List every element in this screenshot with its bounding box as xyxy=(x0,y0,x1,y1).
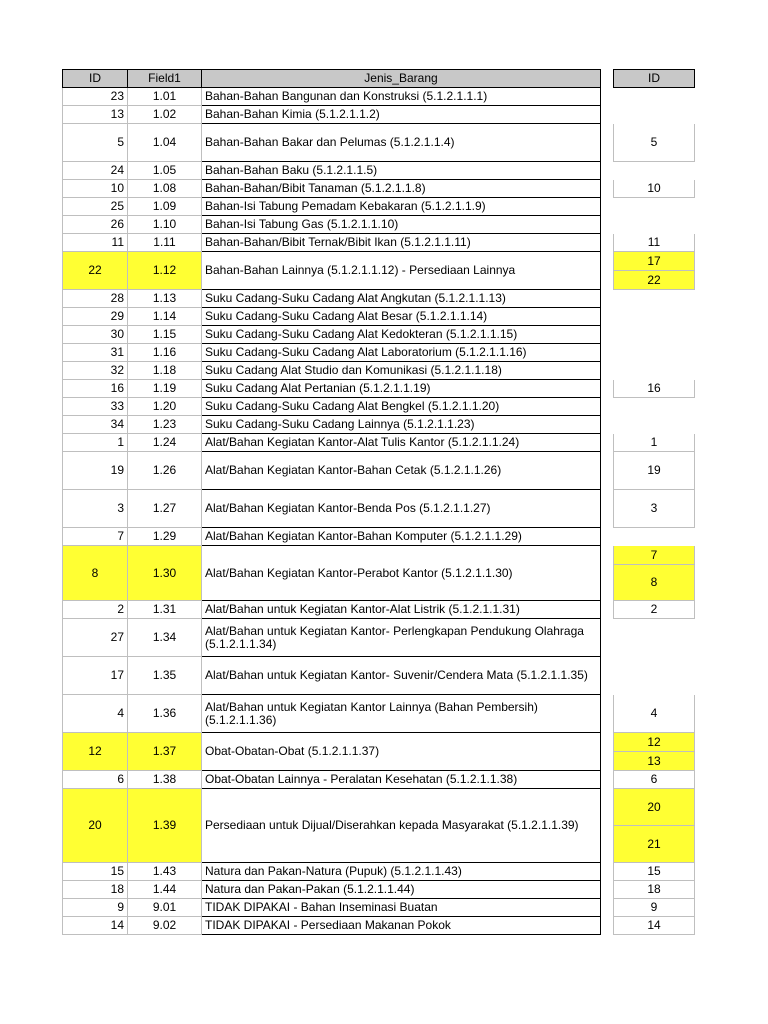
cell-field1[interactable]: 1.39 xyxy=(128,789,202,863)
cell-jenis-barang[interactable]: Bahan-Bahan/Bibit Tanaman (5.1.2.1.1.8) xyxy=(202,180,601,198)
side-row xyxy=(614,695,695,733)
cell-id[interactable]: 26 xyxy=(63,216,128,234)
cell-jenis-barang[interactable]: Alat/Bahan Kegiatan Kantor-Alat Tulis Kantor (5.1.2.1.1.24) xyxy=(202,434,601,452)
side-id-cell[interactable]: 22 xyxy=(614,271,695,290)
cell-field1[interactable]: 1.04 xyxy=(128,124,202,162)
matched-id-column xyxy=(613,69,695,935)
side-row-highlighted xyxy=(614,546,695,565)
table-row-highlighted xyxy=(63,733,601,771)
side-blank-row xyxy=(614,162,695,180)
cell-jenis-barang[interactable]: Suku Cadang-Suku Cadang Lainnya (5.1.2.1.1.23) xyxy=(202,416,601,434)
cell-jenis-barang[interactable]: Natura dan Pakan-Natura (Pupuk) (5.1.2.1.1.43) xyxy=(202,863,601,881)
table-row xyxy=(63,162,601,180)
side-row xyxy=(614,234,695,252)
side-blank-cell xyxy=(614,344,695,362)
table-row xyxy=(63,398,601,416)
side-row-highlighted xyxy=(614,271,695,290)
side-blank-cell xyxy=(614,290,695,308)
cell-field1[interactable]: 1.30 xyxy=(128,546,202,601)
cell-jenis-barang[interactable]: Bahan-Bahan Kimia (5.1.2.1.1.2) xyxy=(202,106,601,124)
side-row xyxy=(614,881,695,899)
cell-id[interactable]: 9 xyxy=(63,899,128,917)
side-blank-row xyxy=(614,88,695,106)
table-row xyxy=(63,771,601,789)
side-id-cell[interactable]: 21 xyxy=(614,826,695,863)
table-row xyxy=(63,362,601,380)
table-row xyxy=(63,899,601,917)
cell-jenis-barang[interactable]: Persediaan untuk Dijual/Diserahkan kepada Masyarakat (5.1.2.1.1.39) xyxy=(202,789,601,863)
cell-field1[interactable]: 1.29 xyxy=(128,528,202,546)
side-row xyxy=(614,899,695,917)
cell-id[interactable]: 24 xyxy=(63,162,128,180)
cell-id[interactable]: 20 xyxy=(63,789,128,863)
cell-id[interactable]: 8 xyxy=(63,546,128,601)
cell-field1[interactable]: 1.23 xyxy=(128,416,202,434)
side-blank-row xyxy=(614,657,695,695)
side-blank-cell xyxy=(614,326,695,344)
cell-jenis-barang[interactable]: Bahan-Bahan Lainnya (5.1.2.1.1.12) - Persediaan Lainnya xyxy=(202,252,601,290)
cell-jenis-barang[interactable]: Obat-Obatan-Obat (5.1.2.1.1.37) xyxy=(202,733,601,771)
side-id-cell[interactable]: 18 xyxy=(614,881,695,899)
table-header-row xyxy=(63,70,601,88)
side-id-cell[interactable]: 3 xyxy=(614,490,695,528)
header-field1[interactable]: Field1 xyxy=(128,70,202,88)
table-row xyxy=(63,290,601,308)
cell-jenis-barang[interactable]: TIDAK DIPAKAI - Persediaan Makanan Pokok xyxy=(202,917,601,935)
side-blank-row xyxy=(614,326,695,344)
cell-id[interactable]: 12 xyxy=(63,733,128,771)
table-row xyxy=(63,452,601,490)
table-row xyxy=(63,490,601,528)
side-id-cell[interactable]: 7 xyxy=(614,546,695,565)
cell-id[interactable]: 2 xyxy=(63,601,128,619)
table-row-highlighted xyxy=(63,789,601,863)
cell-field1[interactable]: 1.26 xyxy=(128,452,202,490)
cell-field1[interactable]: 1.37 xyxy=(128,733,202,771)
side-id-cell[interactable]: 20 xyxy=(614,789,695,826)
side-blank-cell xyxy=(614,398,695,416)
side-blank-row xyxy=(614,398,695,416)
side-blank-cell xyxy=(614,416,695,434)
cell-field1[interactable]: 1.11 xyxy=(128,234,202,252)
side-blank-cell xyxy=(614,162,695,180)
side-id-cell[interactable]: 13 xyxy=(614,752,695,771)
side-blank-row xyxy=(614,619,695,657)
cell-field1[interactable]: 1.27 xyxy=(128,490,202,528)
side-id-cell[interactable]: 16 xyxy=(614,380,695,398)
side-blank-cell xyxy=(614,657,695,695)
cell-jenis-barang[interactable]: Alat/Bahan untuk Kegiatan Kantor- Suvenir/Cendera Mata (5.1.2.1.1.35) xyxy=(202,657,601,695)
side-row-highlighted xyxy=(614,826,695,863)
table-row xyxy=(63,881,601,899)
table-row xyxy=(63,863,601,881)
side-id-cell[interactable]: 9 xyxy=(614,899,695,917)
side-id-cell[interactable]: 17 xyxy=(614,252,695,271)
cell-id[interactable]: 22 xyxy=(63,252,128,290)
cell-jenis-barang[interactable]: Suku Cadang Alat Studio dan Komunikasi (5.1.2.1.1.18) xyxy=(202,362,601,380)
side-row xyxy=(614,124,695,162)
inventory-table xyxy=(62,69,601,935)
cell-jenis-barang[interactable]: Alat/Bahan untuk Kegiatan Kantor-Alat Listrik (5.1.2.1.1.31) xyxy=(202,601,601,619)
cell-field1[interactable]: 1.44 xyxy=(128,881,202,899)
cell-id[interactable]: 33 xyxy=(63,398,128,416)
cell-jenis-barang[interactable]: Suku Cadang-Suku Cadang Alat Laboratorium (5.1.2.1.1.16) xyxy=(202,344,601,362)
table-row-highlighted xyxy=(63,252,601,290)
side-id-cell[interactable]: 11 xyxy=(614,234,695,252)
cell-field1[interactable]: 1.31 xyxy=(128,601,202,619)
table-row xyxy=(63,695,601,733)
side-blank-row xyxy=(614,344,695,362)
side-blank-cell xyxy=(614,308,695,326)
cell-id[interactable]: 29 xyxy=(63,308,128,326)
cell-jenis-barang[interactable]: Suku Cadang-Suku Cadang Alat Bengkel (5.1.2.1.1.20) xyxy=(202,398,601,416)
side-blank-row xyxy=(614,308,695,326)
cell-id[interactable]: 17 xyxy=(63,657,128,695)
cell-id[interactable]: 19 xyxy=(63,452,128,490)
table-row xyxy=(63,180,601,198)
side-id-cell[interactable]: 15 xyxy=(614,863,695,881)
side-row-highlighted xyxy=(614,252,695,271)
cell-jenis-barang[interactable]: Alat/Bahan Kegiatan Kantor-Perabot Kantor (5.1.2.1.1.30) xyxy=(202,546,601,601)
cell-id[interactable]: 28 xyxy=(63,290,128,308)
cell-field1[interactable]: 1.19 xyxy=(128,380,202,398)
cell-id[interactable]: 15 xyxy=(63,863,128,881)
cell-jenis-barang[interactable]: Bahan-Bahan Baku (5.1.2.1.1.5) xyxy=(202,162,601,180)
table-row xyxy=(63,308,601,326)
cell-field1[interactable]: 1.38 xyxy=(128,771,202,789)
table-row xyxy=(63,528,601,546)
cell-field1[interactable]: 1.01 xyxy=(128,88,202,106)
cell-id[interactable]: 7 xyxy=(63,528,128,546)
side-row xyxy=(614,601,695,619)
side-row-highlighted xyxy=(614,752,695,771)
side-row xyxy=(614,771,695,789)
side-row-highlighted xyxy=(614,565,695,601)
cell-field1[interactable]: 1.24 xyxy=(128,434,202,452)
cell-field1[interactable]: 9.01 xyxy=(128,899,202,917)
cell-id[interactable]: 5 xyxy=(63,124,128,162)
table-row xyxy=(63,88,601,106)
side-blank-row xyxy=(614,416,695,434)
side-row xyxy=(614,434,695,452)
table-row xyxy=(63,380,601,398)
cell-field1[interactable]: 1.12 xyxy=(128,252,202,290)
cell-field1[interactable]: 1.05 xyxy=(128,162,202,180)
cell-field1[interactable]: 1.18 xyxy=(128,362,202,380)
side-blank-row xyxy=(614,528,695,546)
cell-id[interactable]: 13 xyxy=(63,106,128,124)
header-id[interactable]: ID xyxy=(63,70,128,88)
side-row xyxy=(614,180,695,198)
cell-jenis-barang[interactable]: Alat/Bahan Kegiatan Kantor-Bahan Komputer (5.1.2.1.1.29) xyxy=(202,528,601,546)
cell-id[interactable]: 14 xyxy=(63,917,128,935)
cell-jenis-barang[interactable]: Suku Cadang-Suku Cadang Alat Angkutan (5.1.2.1.1.13) xyxy=(202,290,601,308)
cell-field1[interactable]: 1.35 xyxy=(128,657,202,695)
cell-field1[interactable]: 1.10 xyxy=(128,216,202,234)
side-blank-cell xyxy=(614,106,695,124)
side-row-highlighted xyxy=(614,789,695,826)
side-row xyxy=(614,863,695,881)
cell-id[interactable]: 1 xyxy=(63,434,128,452)
side-blank-cell xyxy=(614,619,695,657)
side-header-id[interactable]: ID xyxy=(614,70,695,88)
side-id-cell[interactable]: 5 xyxy=(614,124,695,162)
cell-jenis-barang[interactable]: Alat/Bahan untuk Kegiatan Kantor- Perlengkapan Pendukung Olahraga (5.1.2.1.1.34) xyxy=(202,619,601,657)
cell-id[interactable]: 25 xyxy=(63,198,128,216)
table-row xyxy=(63,601,601,619)
side-row-highlighted xyxy=(614,733,695,752)
cell-id[interactable]: 32 xyxy=(63,362,128,380)
cell-jenis-barang[interactable]: TIDAK DIPAKAI - Bahan Inseminasi Buatan xyxy=(202,899,601,917)
cell-id[interactable]: 27 xyxy=(63,619,128,657)
cell-jenis-barang[interactable]: Bahan-Isi Tabung Gas (5.1.2.1.1.10) xyxy=(202,216,601,234)
side-id-cell[interactable]: 8 xyxy=(614,565,695,601)
cell-id[interactable]: 6 xyxy=(63,771,128,789)
side-blank-cell xyxy=(614,198,695,216)
side-id-cell[interactable]: 19 xyxy=(614,452,695,490)
side-blank-cell xyxy=(614,88,695,106)
cell-jenis-barang[interactable]: Bahan-Bahan Bakar dan Pelumas (5.1.2.1.1.4) xyxy=(202,124,601,162)
side-id-cell[interactable]: 14 xyxy=(614,917,695,935)
side-header-row xyxy=(614,70,695,88)
cell-field1[interactable]: 1.36 xyxy=(128,695,202,733)
cell-jenis-barang[interactable]: Bahan-Bahan Bangunan dan Konstruksi (5.1.2.1.1.1) xyxy=(202,88,601,106)
cell-field1[interactable]: 1.08 xyxy=(128,180,202,198)
cell-field1[interactable]: 1.34 xyxy=(128,619,202,657)
side-blank-row xyxy=(614,362,695,380)
table-row xyxy=(63,344,601,362)
side-id-cell[interactable]: 4 xyxy=(614,695,695,733)
side-blank-cell xyxy=(614,216,695,234)
side-id-cell[interactable]: 1 xyxy=(614,434,695,452)
cell-id[interactable]: 11 xyxy=(63,234,128,252)
cell-field1[interactable]: 1.20 xyxy=(128,398,202,416)
cell-field1[interactable]: 1.09 xyxy=(128,198,202,216)
cell-jenis-barang[interactable]: Alat/Bahan untuk Kegiatan Kantor Lainnya (Bahan Pembersih) (5.1.2.1.1.36) xyxy=(202,695,601,733)
table-row xyxy=(63,198,601,216)
table-row xyxy=(63,216,601,234)
table-row xyxy=(63,917,601,935)
side-blank-row xyxy=(614,106,695,124)
side-blank-row xyxy=(614,216,695,234)
table-row xyxy=(63,619,601,657)
cell-field1[interactable]: 9.02 xyxy=(128,917,202,935)
table-row xyxy=(63,657,601,695)
table-row xyxy=(63,106,601,124)
cell-jenis-barang[interactable]: Obat-Obatan Lainnya - Peralatan Kesehatan (5.1.2.1.1.38) xyxy=(202,771,601,789)
cell-jenis-barang[interactable]: Bahan-Bahan/Bibit Ternak/Bibit Ikan (5.1.2.1.1.11) xyxy=(202,234,601,252)
side-row xyxy=(614,452,695,490)
cell-id[interactable]: 31 xyxy=(63,344,128,362)
side-row xyxy=(614,490,695,528)
cell-field1[interactable]: 1.13 xyxy=(128,290,202,308)
table-row xyxy=(63,416,601,434)
cell-id[interactable]: 18 xyxy=(63,881,128,899)
cell-jenis-barang[interactable]: Natura dan Pakan-Pakan (5.1.2.1.1.44) xyxy=(202,881,601,899)
side-blank-row xyxy=(614,198,695,216)
side-id-cell[interactable]: 12 xyxy=(614,733,695,752)
cell-jenis-barang[interactable]: Suku Cadang-Suku Cadang Alat Kedokteran (5.1.2.1.1.15) xyxy=(202,326,601,344)
side-id-cell[interactable]: 6 xyxy=(614,771,695,789)
cell-field1[interactable]: 1.43 xyxy=(128,863,202,881)
cell-jenis-barang[interactable]: Alat/Bahan Kegiatan Kantor-Benda Pos (5.1.2.1.1.27) xyxy=(202,490,601,528)
cell-field1[interactable]: 1.15 xyxy=(128,326,202,344)
cell-jenis-barang[interactable]: Suku Cadang Alat Pertanian (5.1.2.1.1.19) xyxy=(202,380,601,398)
table-row-highlighted xyxy=(63,546,601,601)
table-row xyxy=(63,434,601,452)
cell-jenis-barang[interactable]: Alat/Bahan Kegiatan Kantor-Bahan Cetak (5.1.2.1.1.26) xyxy=(202,452,601,490)
header-jenis-barang[interactable]: Jenis_Barang xyxy=(202,70,601,88)
cell-id[interactable]: 3 xyxy=(63,490,128,528)
side-id-cell[interactable]: 10 xyxy=(614,180,695,198)
cell-id[interactable]: 23 xyxy=(63,88,128,106)
table-row xyxy=(63,234,601,252)
table-row xyxy=(63,124,601,162)
side-row xyxy=(614,917,695,935)
cell-jenis-barang[interactable]: Bahan-Isi Tabung Pemadam Kebakaran (5.1.2.1.1.9) xyxy=(202,198,601,216)
cell-id[interactable]: 30 xyxy=(63,326,128,344)
cell-id[interactable]: 4 xyxy=(63,695,128,733)
cell-jenis-barang[interactable]: Suku Cadang-Suku Cadang Alat Besar (5.1.2.1.1.14) xyxy=(202,308,601,326)
cell-id[interactable]: 16 xyxy=(63,380,128,398)
side-blank-row xyxy=(614,290,695,308)
side-blank-cell xyxy=(614,528,695,546)
cell-field1[interactable]: 1.16 xyxy=(128,344,202,362)
table-row xyxy=(63,326,601,344)
cell-field1[interactable]: 1.02 xyxy=(128,106,202,124)
side-row xyxy=(614,380,695,398)
cell-field1[interactable]: 1.14 xyxy=(128,308,202,326)
cell-id[interactable]: 10 xyxy=(63,180,128,198)
side-id-cell[interactable]: 2 xyxy=(614,601,695,619)
side-blank-cell xyxy=(614,362,695,380)
cell-id[interactable]: 34 xyxy=(63,416,128,434)
